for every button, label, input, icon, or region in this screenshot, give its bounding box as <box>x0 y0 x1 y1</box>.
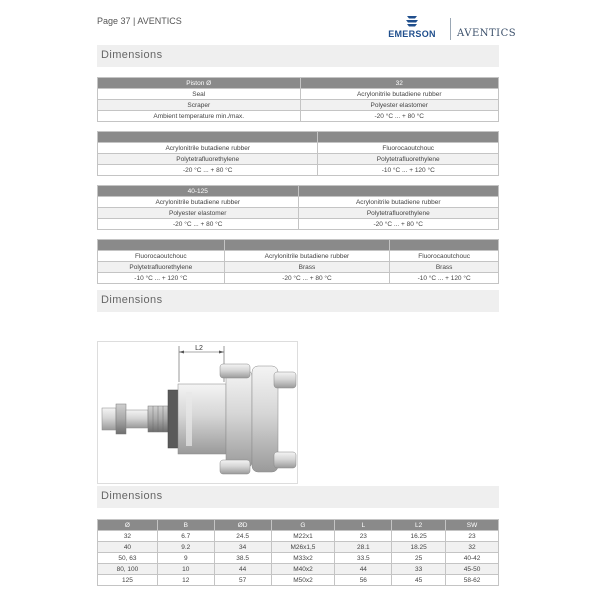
section-heading-3 <box>97 486 499 508</box>
section-heading-2 <box>97 290 499 312</box>
table-header-cell: B <box>157 520 214 531</box>
table-cell: -20 °C ... + 80 °C <box>98 165 318 176</box>
emerson-wordmark: EMERSON <box>388 29 436 39</box>
table-header-cell <box>298 186 499 197</box>
table-cell: 25 <box>392 553 446 564</box>
table-cell: 80, 100 <box>98 564 158 575</box>
table-row <box>98 251 499 262</box>
table-row <box>98 262 499 273</box>
table-cell: -10 °C ... + 120 °C <box>318 165 499 176</box>
table-cell: 23 <box>335 531 392 542</box>
section-title: Dimensions <box>101 49 163 61</box>
table-cell: -20 °C ... + 80 °C <box>300 111 499 122</box>
table-header-cell: G <box>271 520 335 531</box>
materials-table-4 <box>97 239 499 284</box>
table-header-cell: SW <box>446 520 499 531</box>
table-cell: 33.5 <box>335 553 392 564</box>
table-row <box>98 165 499 176</box>
table-cell: 45 <box>392 575 446 586</box>
table-cell: Acrylonitrile butadiene rubber <box>224 251 390 262</box>
table-cell: 23 <box>446 531 499 542</box>
page-header: Page 37 | AVENTICS <box>97 16 182 26</box>
table-cell: Seal <box>98 89 301 100</box>
table-cell: 12 <box>157 575 214 586</box>
table-cell: Acrylonitrile butadiene rubber <box>300 89 499 100</box>
materials-table-2 <box>97 131 499 176</box>
table-header-cell: 40-125 <box>98 186 299 197</box>
table-cell: 18.25 <box>392 542 446 553</box>
table-header-cell: Ø <box>98 520 158 531</box>
table-row <box>98 154 499 165</box>
section-title: Dimensions <box>101 490 163 502</box>
table-header-cell: ØD <box>214 520 271 531</box>
table-row <box>98 219 499 230</box>
table-cell: 32 <box>446 542 499 553</box>
table-header-cell: L <box>335 520 392 531</box>
table-header-cell <box>390 240 499 251</box>
table-cell: -20 °C ... + 80 °C <box>298 219 499 230</box>
table-cell: M40x2 <box>271 564 335 575</box>
table-cell: 40-42 <box>446 553 499 564</box>
table-cell: 58-62 <box>446 575 499 586</box>
table-cell: 24.5 <box>214 531 271 542</box>
table-cell: Polytetrafluorethylene <box>98 154 318 165</box>
table-cell: M26x1,5 <box>271 542 335 553</box>
table-header-cell: L2 <box>392 520 446 531</box>
table-cell: -10 °C ... + 120 °C <box>390 273 499 284</box>
emerson-mark-icon <box>404 14 420 28</box>
table-cell: M33x2 <box>271 553 335 564</box>
section-heading-1 <box>97 45 499 67</box>
table-cell: Ambient temperature min./max. <box>98 111 301 122</box>
table-row <box>98 575 499 586</box>
table-header-cell <box>98 240 225 251</box>
logo-divider <box>450 18 451 40</box>
table-cell: -20 °C ... + 80 °C <box>98 219 299 230</box>
section-title: Dimensions <box>101 294 163 306</box>
table-cell: Polyester elastomer <box>300 100 499 111</box>
table-row <box>98 273 499 284</box>
table-cell: Polyester elastomer <box>98 208 299 219</box>
table-cell: 38.5 <box>214 553 271 564</box>
table-cell: Fluorocaoutchouc <box>318 143 499 154</box>
table-row <box>98 553 499 564</box>
table-cell: Acrylonitrile butadiene rubber <box>98 197 299 208</box>
table-header-cell <box>224 240 390 251</box>
dimension-label-l2: L2 <box>195 345 203 352</box>
table-cell: Acrylonitrile butadiene rubber <box>98 143 318 154</box>
table-cell: Brass <box>390 262 499 273</box>
table-cell: Acrylonitrile butadiene rubber <box>298 197 499 208</box>
table-row <box>98 208 499 219</box>
table-cell: -20 °C ... + 80 °C <box>224 273 390 284</box>
table-row <box>98 89 499 100</box>
table-cell: 34 <box>214 542 271 553</box>
table-cell: 40 <box>98 542 158 553</box>
table-cell: 56 <box>335 575 392 586</box>
table-cell: Polytetrafluorethylene <box>298 208 499 219</box>
table-cell: 9 <box>157 553 214 564</box>
table-row <box>98 564 499 575</box>
table-cell: 125 <box>98 575 158 586</box>
table-cell: 32 <box>98 531 158 542</box>
aventics-wordmark: AVENTICS <box>457 28 517 39</box>
table-cell: 44 <box>335 564 392 575</box>
technical-drawing <box>97 341 298 484</box>
table-cell: 57 <box>214 575 271 586</box>
table-cell: Fluorocaoutchouc <box>98 251 225 262</box>
table-cell: 45-50 <box>446 564 499 575</box>
table-cell: 9.2 <box>157 542 214 553</box>
table-cell: 28.1 <box>335 542 392 553</box>
table-cell: Brass <box>224 262 390 273</box>
materials-table-32 <box>97 77 499 122</box>
table-cell: 33 <box>392 564 446 575</box>
table-header-cell <box>98 132 318 143</box>
table-cell: 16.25 <box>392 531 446 542</box>
table-cell: Polytetrafluorethylene <box>98 262 225 273</box>
table-row <box>98 197 499 208</box>
table-cell: Fluorocaoutchouc <box>390 251 499 262</box>
table-row <box>98 100 499 111</box>
table-header-cell <box>318 132 499 143</box>
table-cell: Scraper <box>98 100 301 111</box>
table-row <box>98 111 499 122</box>
table-cell: Polytetrafluorethylene <box>318 154 499 165</box>
table-cell: 6.7 <box>157 531 214 542</box>
materials-table-40-125 <box>97 185 499 230</box>
table-cell: 10 <box>157 564 214 575</box>
table-header-cell: Piston Ø <box>98 78 301 89</box>
table-cell: -10 °C ... + 120 °C <box>98 273 225 284</box>
emerson-logo <box>383 14 441 39</box>
table-cell: M22x1 <box>271 531 335 542</box>
dimensions-table <box>97 519 499 586</box>
table-row <box>98 143 499 154</box>
coupling-drawing <box>98 342 299 485</box>
table-header-cell: 32 <box>300 78 499 89</box>
table-cell: 44 <box>214 564 271 575</box>
table-cell: M50x2 <box>271 575 335 586</box>
table-cell: 50, 63 <box>98 553 158 564</box>
table-row <box>98 531 499 542</box>
table-row <box>98 542 499 553</box>
